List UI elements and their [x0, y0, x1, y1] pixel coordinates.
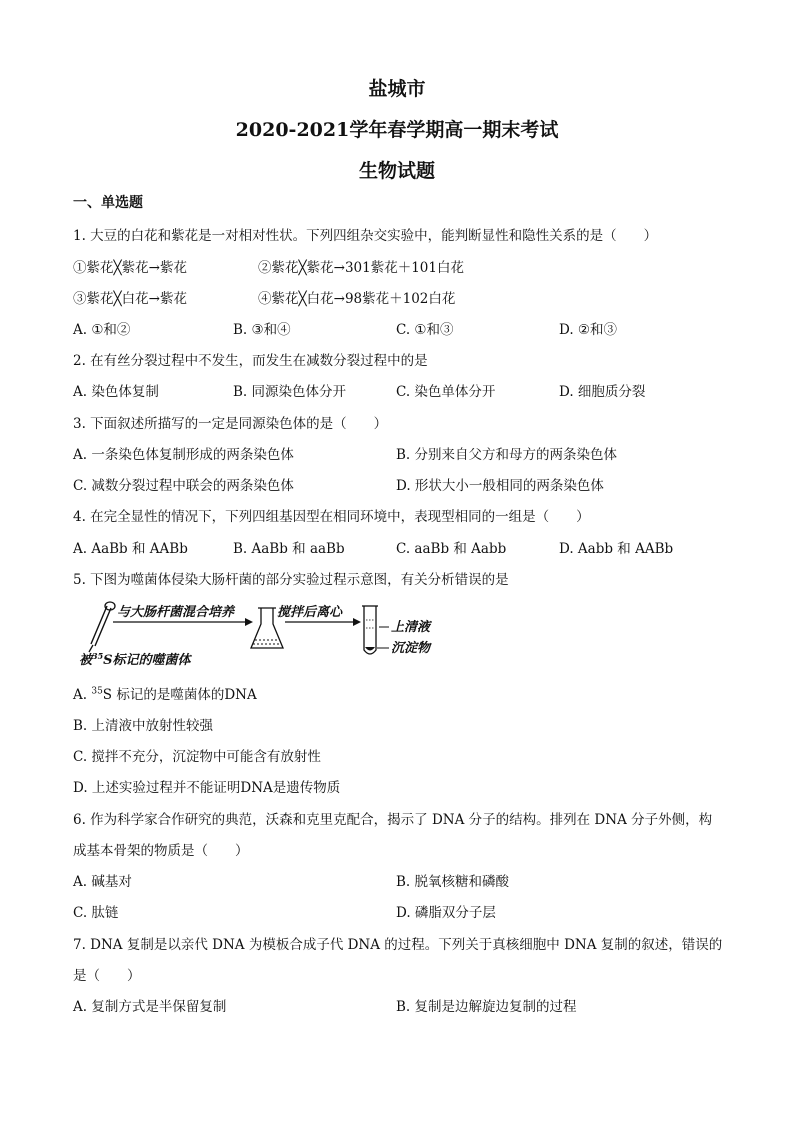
q4-option-d: D. Aabb 和 AABb — [559, 541, 674, 557]
exam-title: 2020-2021学年春学期高一期末考试 — [235, 119, 559, 141]
q2-option-d: D. 细胞质分裂 — [559, 384, 646, 400]
supernatant-label: 上清液 — [391, 620, 431, 635]
sediment-label: 沉淀物 — [391, 641, 431, 656]
document-city: 盐城市 — [368, 78, 426, 100]
centrifuge-tube-icon — [362, 606, 378, 654]
q6-option-a: A. 碱基对 — [73, 874, 132, 890]
section-title: 一、单选题 — [73, 195, 143, 211]
q5-option-b: B. 上清液中放射性较强 — [73, 718, 214, 734]
q7-stem-line2: 是（ ） — [73, 968, 141, 984]
q5-stem: 5. 下图为噬菌体侵染大肠杆菌的部分实验过程示意图，有关分析错误的是 — [73, 572, 509, 588]
dropper-icon — [89, 602, 115, 652]
q4-option-a: A. AaBb 和 AABb — [73, 541, 188, 557]
q7-option-b: B. 复制是边解旋边复制的过程 — [396, 999, 577, 1015]
q1-option-d: D. ②和③ — [559, 322, 618, 338]
q4-stem: 4. 在完全显性的情况下，下列四组基因型在相同环境中，表现型相同的一组是（ ） — [73, 509, 590, 525]
q3-stem: 3. 下面叙述所描写的一定是同源染色体的是（ ） — [73, 416, 388, 432]
q2-option-c: C. 染色单体分开 — [396, 384, 496, 400]
q5-option-d: D. 上述实验过程并不能证明DNA是遗传物质 — [73, 780, 341, 796]
mix-culture-label: 与大肠杆菌混合培养 — [117, 605, 235, 620]
q2-option-b: B. 同源染色体分开 — [233, 384, 347, 400]
q1-option-b: B. ③和④ — [233, 322, 291, 338]
q6-option-d: D. 磷脂双分子层 — [396, 905, 496, 921]
q3-option-a: A. 一条染色体复制形成的两条染色体 — [73, 447, 294, 463]
q4-option-b: B. AaBb 和 aaBb — [233, 541, 345, 557]
q3-option-b: B. 分别来自父方和母方的两条染色体 — [396, 447, 618, 463]
q2-stem: 2. 在有丝分裂过程中不发生，而发生在减数分裂过程中的是 — [73, 353, 428, 369]
q6-stem-line2: 成基本骨架的物质是（ ） — [73, 843, 249, 859]
q7-option-a: A. 复制方式是半保留复制 — [73, 999, 227, 1015]
q1-option-a: A. ①和② — [73, 322, 131, 338]
centrifuge-label: 搅拌后离心 — [277, 605, 343, 620]
q4-option-c: C. aaBb 和 Aabb — [396, 541, 507, 557]
q6-option-c: C. 肽链 — [73, 905, 119, 921]
q3-option-c: C. 减数分裂过程中联会的两条染色体 — [73, 478, 294, 494]
q1-option-c: C. ①和③ — [396, 322, 454, 338]
q5-option-c: C. 搅拌不充分，沉淀物中可能含有放射性 — [73, 749, 321, 765]
subject-title: 生物试题 — [358, 160, 435, 182]
q6-stem-line1: 6. 作为科学家合作研究的典范，沃森和克里克配合，揭示了 DNA 分子的结构。排列在 DNA 分子外侧，构 — [73, 812, 713, 828]
q3-option-d: D. 形状大小一般相同的两条染色体 — [396, 478, 604, 494]
q1-cross-4: ④紫花╳白花→98紫花＋102白花 — [258, 291, 456, 307]
q1-stem: 1. 大豆的白花和紫花是一对相对性状。下列四组杂交实验中，能判断显性和隐性关系的是（ ） — [73, 228, 658, 244]
q1-cross-3: ③紫花╳白花→紫花 — [73, 291, 187, 307]
phage-experiment-figure — [73, 600, 453, 666]
q6-option-b: B. 脱氧核糖和磷酸 — [396, 874, 510, 890]
q2-option-a: A. 染色体复制 — [73, 384, 159, 400]
q1-cross-2: ②紫花╳紫花→301紫花＋101白花 — [258, 260, 464, 276]
q5-option-a: A. $^{35}$S 标记的是噬菌体的DNA — [73, 686, 257, 703]
q7-stem-line1: 7. DNA 复制是以亲代 DNA 为模板合成子代 DNA 的过程。下列关于真核细胞中 DNA 复制的叙述，错误的 — [73, 937, 723, 953]
q1-cross-1: ①紫花╳紫花→紫花 — [73, 260, 187, 276]
labeled-phage-label: 被$^{35}$S标记的噬菌体 — [79, 651, 191, 668]
